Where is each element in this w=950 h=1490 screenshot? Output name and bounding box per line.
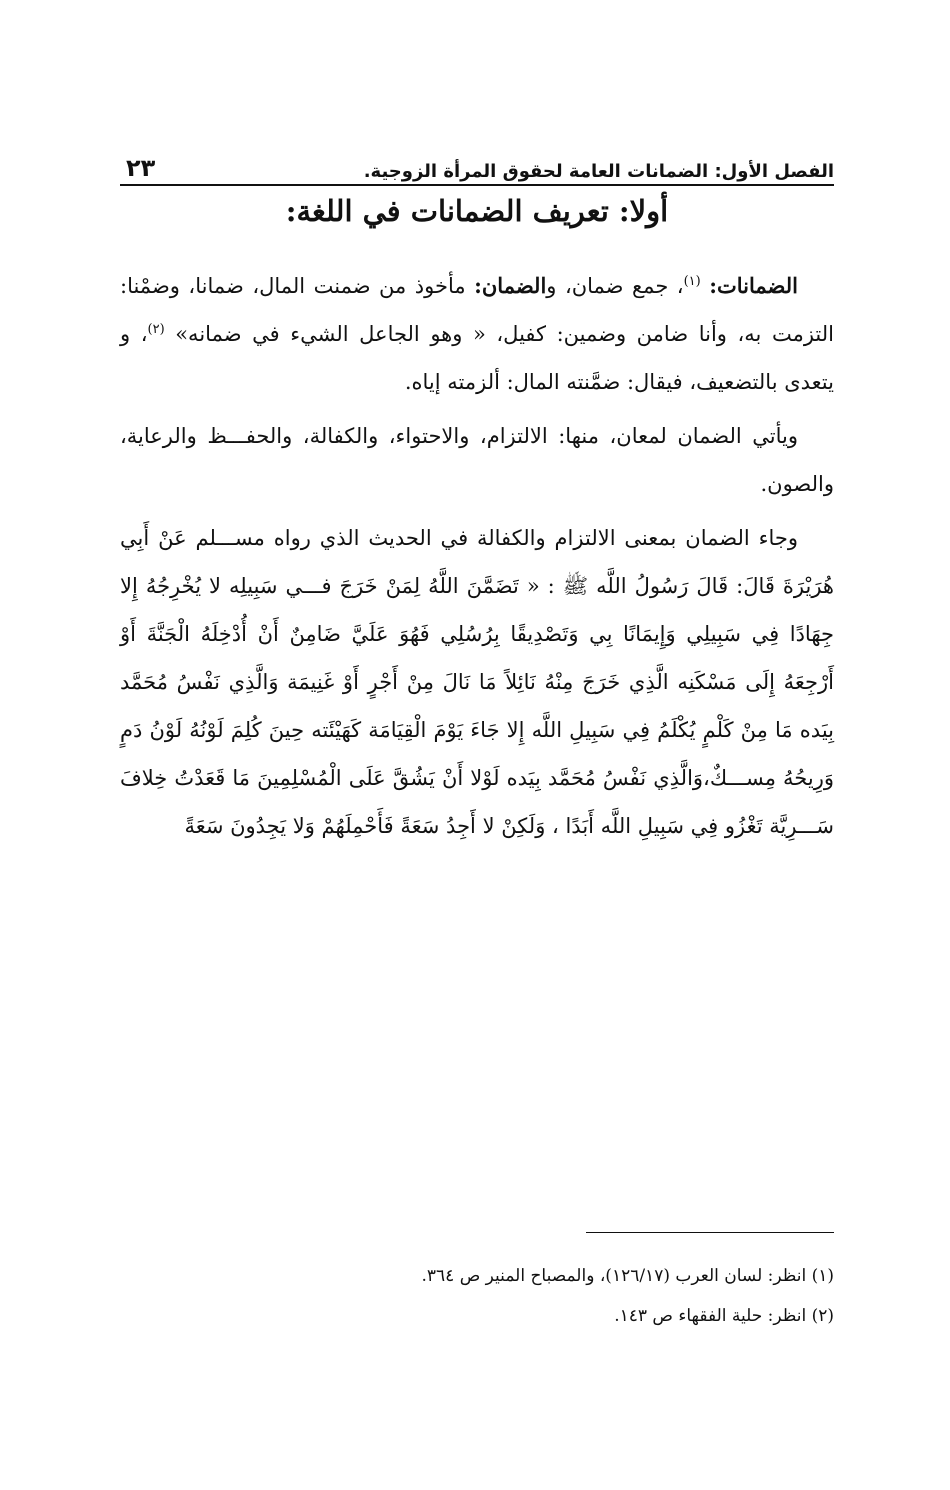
- running-title: الفصل الأول: الضمانات العامة لحقوق المرأة الزوجية.: [363, 161, 834, 182]
- body-text: [120, 262, 834, 856]
- footnote-ref-2: (٢): [147, 322, 165, 337]
- paragraph-definition: [120, 262, 834, 406]
- definition-text-3: ، و يتعدى بالتضعيف، فيقال: ضمَّنته المال: ألزمته إياه.: [120, 322, 834, 394]
- running-header: [120, 150, 834, 182]
- definition-text-2: مأخوذ من ضمنت المال، ضمانا، وضمْنا: التزمت به، وأنا ضامن وضمين: كفيل، « وهو الجاعل الشيء في ضمانه»: [120, 274, 834, 346]
- footnotes: [120, 1256, 834, 1336]
- footnote-ref-1: (١): [683, 274, 701, 289]
- footnote-2: (٢) انظر: حلية الفقهاء ص ١٤٣.: [614, 1306, 834, 1326]
- definition-text-1: ، جمع ضمان، و: [546, 274, 684, 298]
- paragraph-meanings: ويأتي الضمان لمعان، منها: الالتزام، والاحتواء، والكفالة، والحفـــظ والرعاية، والصون.: [120, 424, 834, 496]
- term-damanat: الضمانات:: [709, 273, 798, 298]
- term-daman: الضمان:: [474, 273, 547, 298]
- section-heading: أولا: تعريف الضمانات في اللغة:: [285, 194, 669, 228]
- page-number: ٢٣: [126, 154, 156, 182]
- footnote-1: (١) انظر: لسان العرب (١٢٦/١٧)، والمصباح المنير ص ٣٦٤.: [421, 1266, 834, 1286]
- paragraph-hadith: وجاء الضمان بمعنى الالتزام والكفالة في الحديث الذي رواه مســـلم عَنْ أَبِي هُرَيْرَةَ قَالَ: قَالَ رَسُولُ اللَّه ﷺ : « تَضَمَّنَ اللَّهُ لِمَنْ خَرَجَ فـــي سَبِيلِه لا يُخْرِجُهُ إِلا جِهَادًا فِي سَبِيلِي وَإِيمَانًا بِي وَتَصْدِيقًا بِرُسُلِي فَهُوَ عَلَيَّ ضَامِنٌ أَنْ أُدْخِلَهُ الْجَنَّةَ أَوْ أَرْجِعَهُ إِلَى مَسْكَنِه الَّذِي خَرَجَ مِنْهُ نَائِلاً مَا نَالَ مِنْ أَجْرٍ أَوْ غَنِيمَة وَالَّذِي نَفْسُ مُحَمَّد بِيَده مَا مِنْ كَلْمٍ يُكْلَمُ فِي سَبِيلِ اللَّه إِلا جَاءَ يَوْمَ الْقِيَامَة كَهَيْئَته حِينَ كُلِمَ لَوْنُهُ لَوْنُ دَمٍ وَرِيحُهُ مِســـكٌ،وَالَّذِي نَفْسُ مُحَمَّد بِيَده لَوْلا أَنْ يَشُقَّ عَلَى الْمُسْلِمِينَ مَا قَعَدْتُ خِلافَ سَـــرِيَّة تَغْزُو فِي سَبِيلِ اللَّه أَبَدًا ، وَلَكِنْ لا أَجِدُ سَعَةً فَأَحْمِلَهُمْ وَلا يَجِدُونَ سَعَةً: [120, 526, 834, 838]
- header-rule: [120, 184, 834, 186]
- footnote-rule: [586, 1232, 834, 1233]
